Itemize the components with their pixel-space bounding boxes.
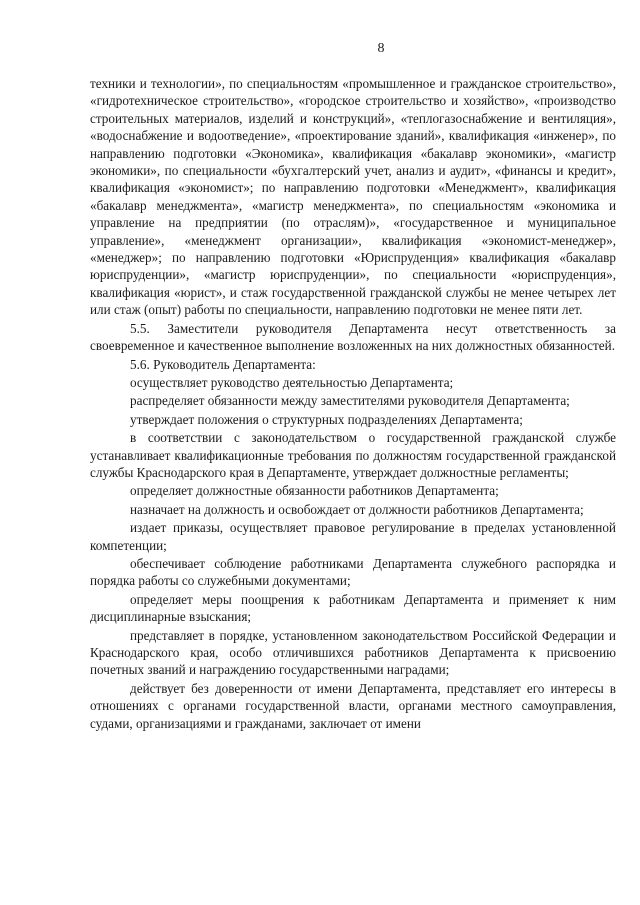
paragraph: определяет должностные обязанности работников Департамента;	[130, 483, 499, 499]
paragraph: осуществляет руководство деятельностью Департамента;	[130, 374, 454, 390]
paragraph: издает приказы, осуществляет правовое регулирование в пределах установленной компетенции;	[90, 520, 616, 553]
paragraph: обеспечивает соблюдение работниками Департамента служебного распорядка и порядка работы со служебными документами;	[90, 555, 616, 589]
paragraph: утверждает положения о структурных подразделениях Департамента;	[130, 411, 523, 427]
paragraph: 5.6. Руководитель Департамента:	[130, 356, 316, 372]
paragraph: 5.5. Заместители руководителя Департамента несут ответственность за своевременное и качественное выполнение возложенных на них должностных обязанностей.	[90, 320, 616, 354]
paragraph: представляет в порядке, установленном законодательством Российской Федерации и Краснодарского края, особо отличившихся работников Департамента к присвоению почетных званий и награждению государственными наградами;	[90, 627, 616, 678]
paragraph: действует без доверенности от имени Департамента, представляет его интересы в отношениях с органами государственной власти, органами местного самоуправления, судами, организациями и гражданами, заключает от имени	[90, 680, 616, 731]
paragraph: назначает на должность и освобождает от должности работников Департамента;	[130, 501, 584, 517]
paragraph: определяет меры поощрения к работникам Департамента и применяет к ним дисциплинарные взыскания;	[90, 591, 616, 625]
document-body	[90, 75, 616, 732]
paragraph: техники и технологии», по специальностям «промышленное и гражданское строительство», «гидротехническое строительство», «городское строительство и хозяйство», «производство строительных материалов, изделий и конструкций», «теплогазоснабжение и вентиляция», «водоснабжение и водоотведение», «проектирование зданий», квалификация «инженер», по направлению подготовки «Экономика», квалификация «бакалавр экономики», «магистр экономики», по специальности «бухгалтерский учет, анализ и аудит», «финансы и кредит», квалификация «экономист»; по направлению подготовки «Менеджмент», квалификация «бакалавр менеджмента», «магистр менеджмента», по специальностям «экономика и управление на предприятии (по отраслям)», «государственное и муниципальное управление», «менеджмент организации», квалификация «экономист-менеджер», «менеджер»; по направлению подготовки «Юриспруденция» квалификация «бакалавр юриспруденции», «магистр юриспруденции», по специальности «юриспруденция», квалификация «юрист», и стаж государственной гражданской службы не менее четырех лет или стаж (опыт) работы по специальности, направлению подготовки не менее пяти лет.	[90, 76, 616, 318]
paragraph: распределяет обязанности между заместителями руководителя Департамента;	[130, 393, 570, 409]
page-number: 8	[377, 41, 385, 56]
paragraph: в соответствии с законодательством о государственной гражданской службе устанавливает квалификационные требования по должностям государственной гражданской службы Краснодарского края в Департаменте, утверждает должностные регламенты;	[90, 430, 616, 480]
